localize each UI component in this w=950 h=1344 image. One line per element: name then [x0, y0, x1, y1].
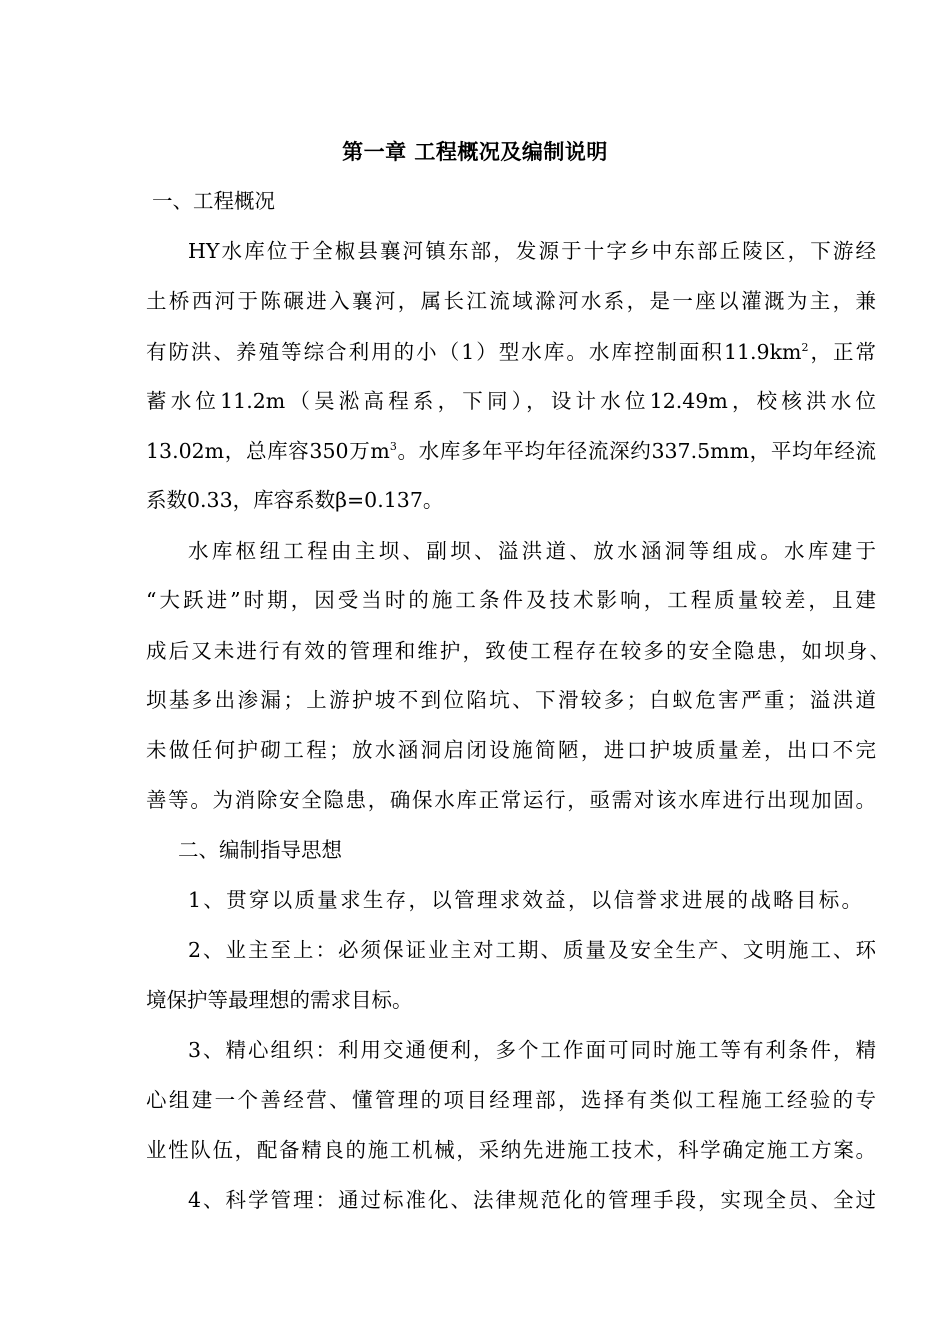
list-item-line: 业性队伍，配备精良的施工机械，采纳先进施工技术，科学确定施工方案。	[146, 1138, 876, 1162]
list-item-line: 3、精心组织：利用交通便利，多个工作面可同时施工等有利条件，精	[188, 1038, 876, 1062]
paragraph-line: 有防洪、养殖等综合利用的小（1）型水库。水库控制面积$11.9km^2$，正常	[146, 340, 876, 364]
list-item-line: 2、业主至上：必须保证业主对工期、质量及安全生产、文明施工、环	[188, 938, 876, 962]
list-item-line: 境保护等最理想的需求目标。	[146, 988, 413, 1012]
paragraph-line: 水库枢纽工程由主坝、副坝、溢洪道、放水涵洞等组成。水库建于	[188, 539, 876, 563]
paragraph-line: 系数0.33，库容系数β=0.137。	[146, 488, 444, 512]
list-item-line: 4、科学管理：通过标准化、法律规范化的管理手段，实现全员、全过	[188, 1188, 876, 1212]
paragraph-line: 善等。为消除安全隐患，确保水库正常运行，亟需对该水库进行出现加固。	[146, 788, 876, 812]
paragraph-line: 坝基多出渗漏；上游护坡不到位陷坑、下滑较多；白蚁危害严重；溢洪道	[146, 688, 876, 712]
section-heading-guidance: 二、编制指导思想	[178, 838, 342, 862]
paragraph-line: 蓄水位11.2m（吴淞高程系，下同），设计水位12.49m，校核洪水位	[146, 389, 876, 413]
paragraph-line: HY水库位于全椒县襄河镇东部，发源于十字乡中东部丘陵区，下游经	[188, 239, 876, 263]
chapter-title: 第一章 工程概况及编制说明	[342, 140, 608, 164]
list-item-line: 1、贯穿以质量求生存，以管理求效益，以信誉求进展的战略目标。	[188, 888, 862, 912]
list-item-line: 心组建一个善经营、懂管理的项目经理部，选择有类似工程施工经验的专	[146, 1088, 876, 1112]
paragraph-line: 土桥西河于陈碾进入襄河，属长江流域滁河水系，是一座以灌溉为主，兼	[146, 289, 876, 313]
paragraph-line: 成后又未进行有效的管理和维护，致使工程存在较多的安全隐患，如坝身、	[146, 639, 890, 663]
section-heading-overview: 一、工程概况	[152, 189, 275, 213]
paragraph-line: “大跃进”时期，因受当时的施工条件及技术影响，工程质量较差，且建	[146, 588, 876, 612]
paragraph-line: 13.02m，总库容350万$m^3$。水库多年平均年径流深约337.5mm，平均年经流	[146, 439, 876, 463]
paragraph-line: 未做任何护砌工程；放水涵洞启闭设施简陋，进口护坡质量差，出口不完	[146, 738, 876, 762]
